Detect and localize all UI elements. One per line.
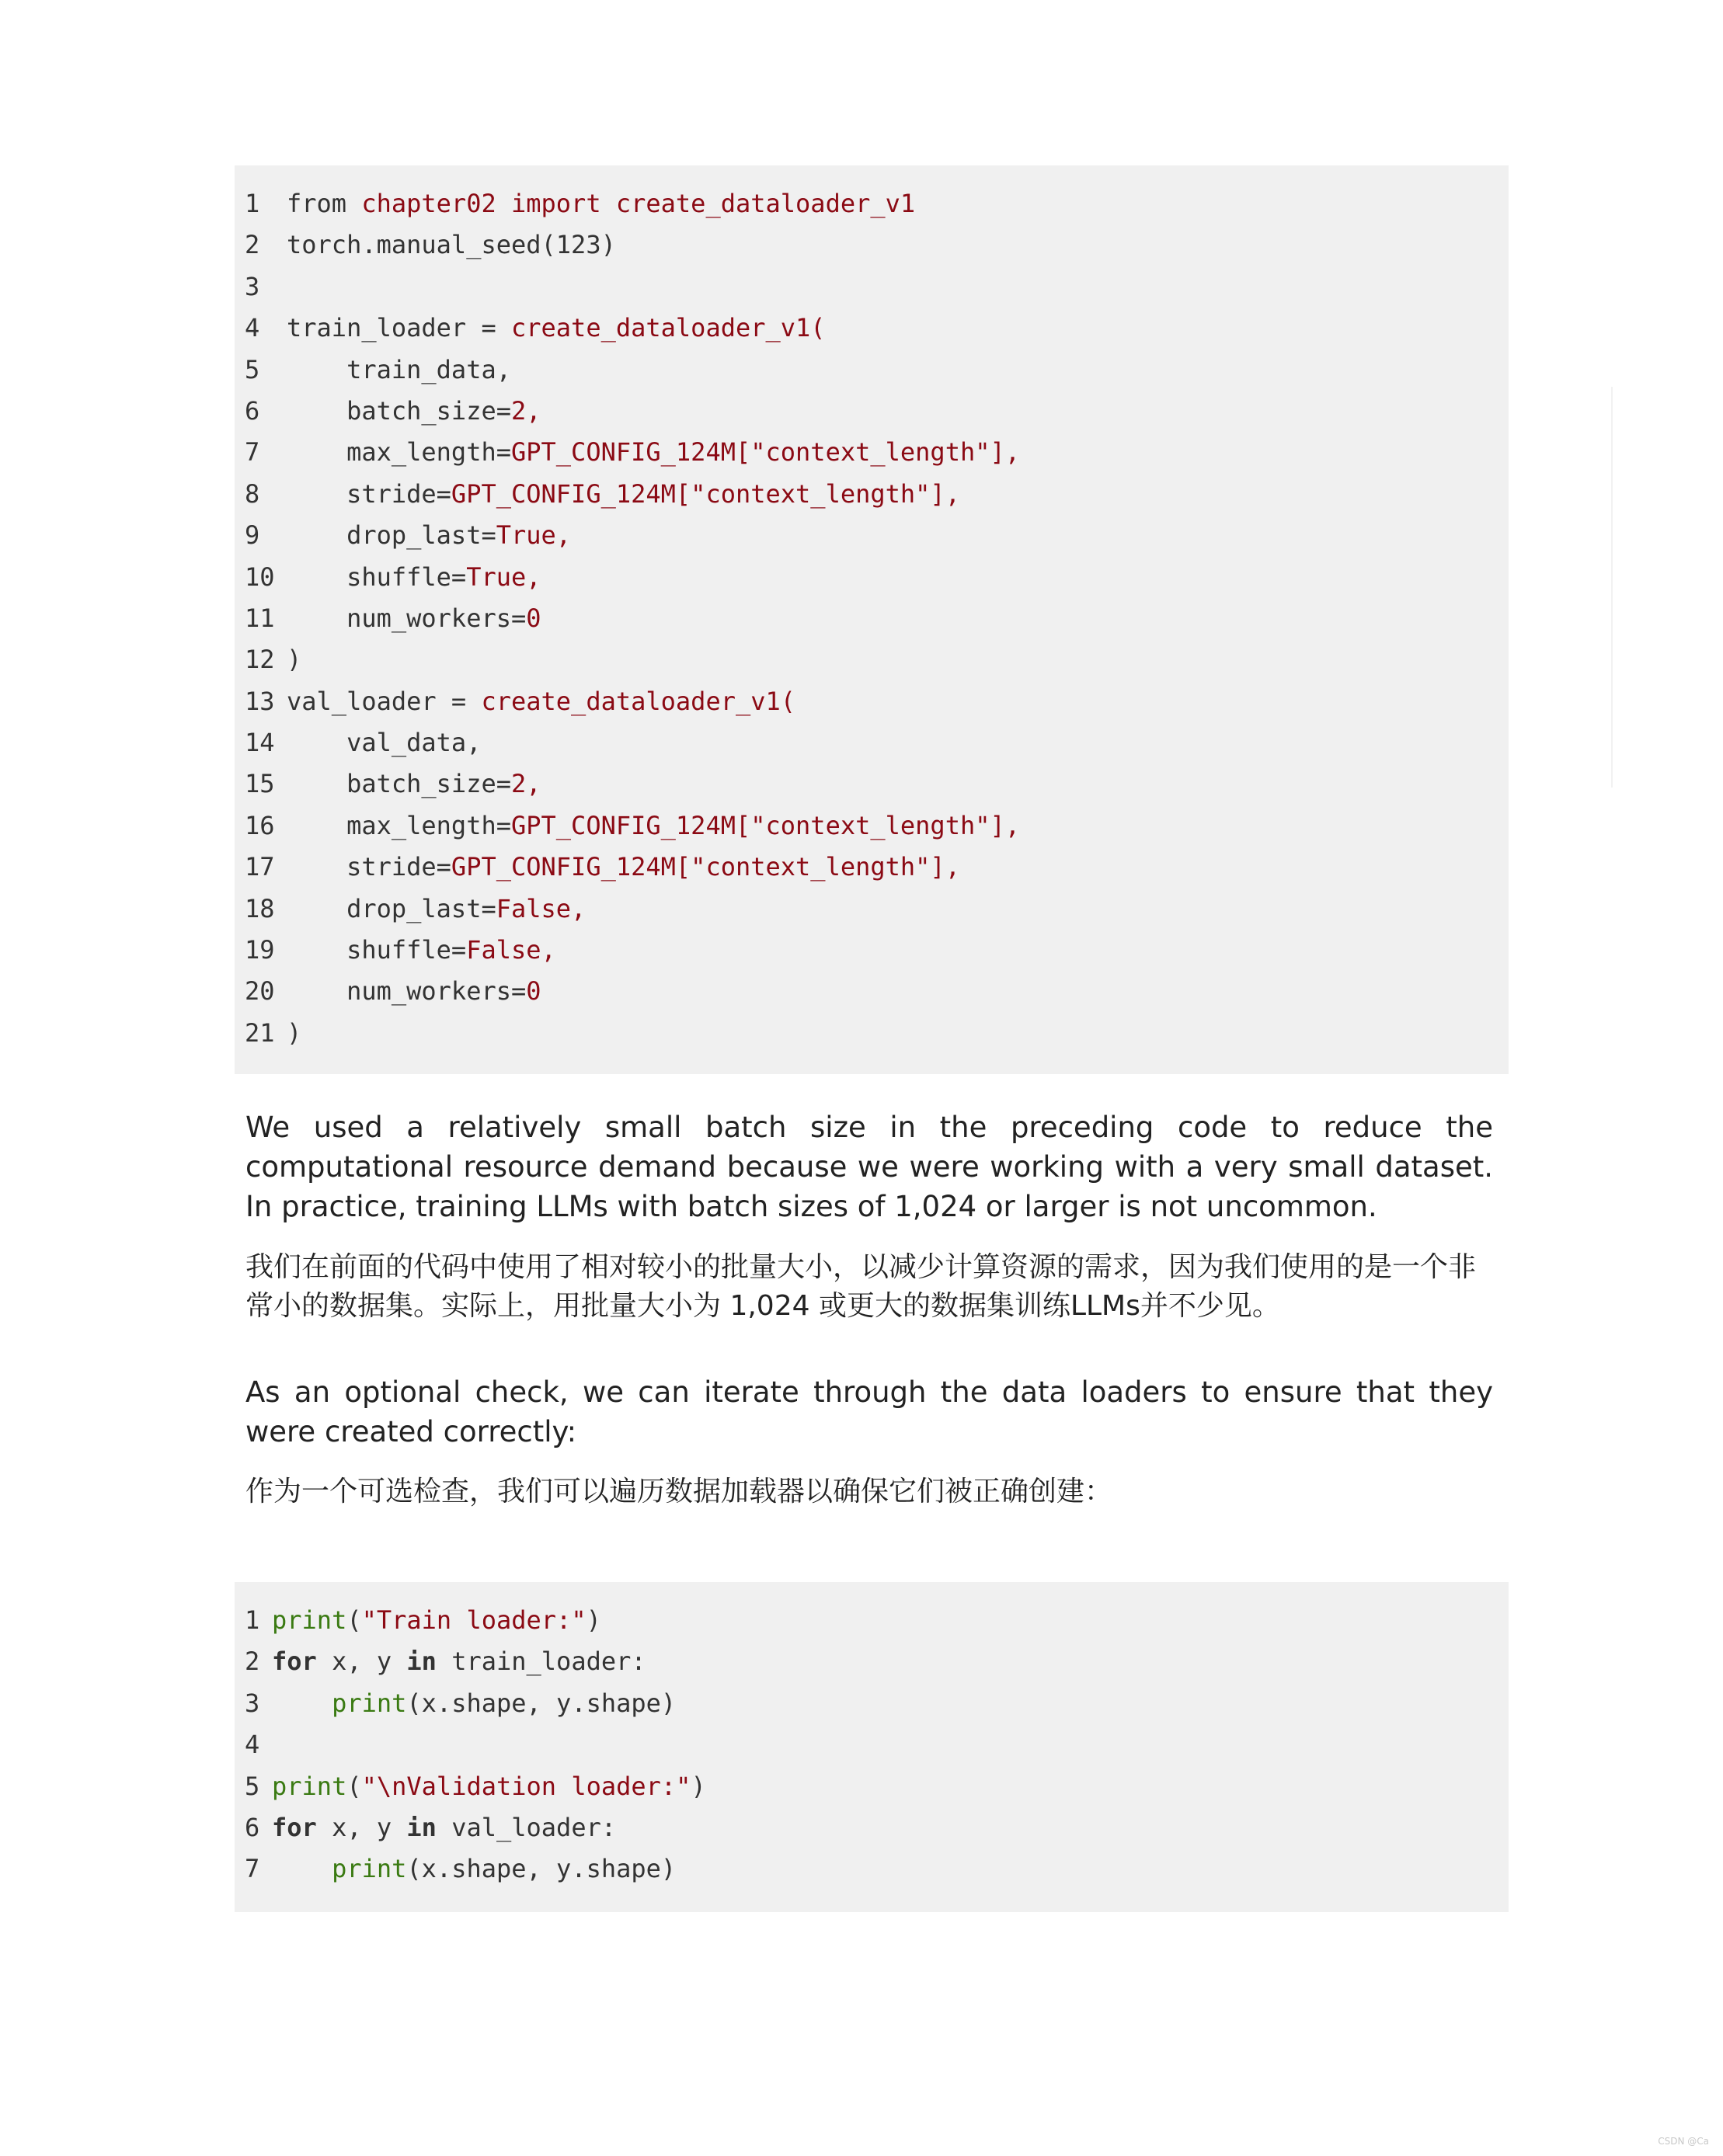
code-line xyxy=(235,971,1509,1012)
code-token: in xyxy=(406,1812,437,1842)
code-token: "Train loader:" xyxy=(361,1605,587,1635)
code-line xyxy=(235,930,1509,971)
code-text xyxy=(287,1013,301,1054)
code-block-iterate-loaders xyxy=(235,1582,1509,1912)
code-text xyxy=(287,639,301,680)
code-line xyxy=(235,1641,1509,1682)
line-number: 2 xyxy=(245,230,260,260)
code-token: "\nValidation loader:" xyxy=(361,1771,691,1801)
code-token: ) xyxy=(691,1771,706,1801)
line-number: 1 xyxy=(245,1605,260,1635)
code-line xyxy=(235,1013,1509,1054)
code-token: train_loader: xyxy=(436,1647,646,1677)
code-line xyxy=(235,266,1509,308)
code-token xyxy=(272,1854,332,1883)
watermark: CSDN @Ca xyxy=(1658,2136,1709,2147)
code-token: x, y xyxy=(316,1812,407,1842)
code-line xyxy=(235,1600,1509,1641)
code-text xyxy=(287,432,1020,473)
code-text xyxy=(287,763,541,805)
code-text xyxy=(287,391,541,432)
code-text xyxy=(287,515,571,556)
line-number: 20 xyxy=(245,976,275,1007)
code-token: from xyxy=(287,189,362,218)
code-text xyxy=(287,681,795,722)
code-token: val_loader: xyxy=(436,1812,617,1842)
code-token: print xyxy=(272,1605,347,1635)
code-token: torch.manual_seed(123) xyxy=(287,230,616,260)
code-text xyxy=(272,1807,616,1848)
code-text xyxy=(272,1848,676,1890)
code-token: 0 xyxy=(526,976,541,1007)
code-line xyxy=(235,888,1509,930)
code-text xyxy=(287,308,826,349)
code-text xyxy=(287,722,481,763)
line-number: 13 xyxy=(245,686,275,716)
code-token: ) xyxy=(287,645,302,675)
line-number: 18 xyxy=(245,893,275,923)
code-text xyxy=(287,349,511,391)
line-number: 8 xyxy=(245,478,260,509)
code-token: GPT_CONFIG_124M["context_length"], xyxy=(451,852,960,882)
code-token: create_dataloader_v1( xyxy=(510,313,826,343)
code-line xyxy=(235,183,1509,224)
code-token: for xyxy=(272,1647,317,1677)
line-number: 11 xyxy=(245,603,275,633)
code-line xyxy=(235,1848,1509,1890)
code-token: False, xyxy=(496,893,587,923)
line-number: 21 xyxy=(245,1017,275,1048)
code-token: stride= xyxy=(287,478,451,509)
code-line xyxy=(235,224,1509,266)
code-line xyxy=(235,1766,1509,1807)
line-number: 4 xyxy=(245,313,260,343)
line-number: 5 xyxy=(245,1771,260,1801)
code-token: num_workers= xyxy=(287,603,527,633)
code-line xyxy=(235,391,1509,432)
line-number: 3 xyxy=(245,271,260,301)
code-token: batch_size= xyxy=(287,395,511,426)
code-text xyxy=(287,888,586,930)
code-block-dataloaders xyxy=(235,165,1509,1074)
code-line xyxy=(235,349,1509,391)
code-line xyxy=(235,847,1509,888)
code-token: GPT_CONFIG_124M["context_length"], xyxy=(451,478,960,509)
code-token: drop_last= xyxy=(287,520,496,551)
code-text xyxy=(287,474,960,515)
line-number: 7 xyxy=(245,437,260,468)
code-line xyxy=(235,1724,1509,1765)
code-text xyxy=(272,1683,676,1724)
code-token: 0 xyxy=(526,603,541,633)
code-text xyxy=(287,930,556,971)
line-number: 14 xyxy=(245,728,275,758)
code-line xyxy=(235,805,1509,847)
paragraph-optional-check-en: As an optional check, we can iterate through the data loaders to ensure that they were created correctly: xyxy=(245,1375,1493,1448)
line-number: 17 xyxy=(245,852,275,882)
line-number: 16 xyxy=(245,810,275,840)
code-token: for xyxy=(272,1812,317,1842)
code-token: in xyxy=(406,1647,437,1677)
code-line xyxy=(235,432,1509,473)
code-line xyxy=(235,1807,1509,1848)
code-token: True, xyxy=(496,520,572,551)
line-number: 5 xyxy=(245,354,260,384)
code-token: True, xyxy=(466,562,541,592)
code-text xyxy=(287,847,960,888)
code-token xyxy=(272,1688,332,1718)
code-token: num_workers= xyxy=(287,976,527,1007)
code-text xyxy=(287,598,541,639)
paragraph-batch-size-en: We used a relatively small batch size in the preceding code to reduce the computational resource demand because we were working with a very small dataset. In practice, training LLMs with batch sizes of 1,024 or larger is not uncommon. xyxy=(245,1111,1493,1223)
line-number: 12 xyxy=(245,645,275,675)
scrollbar-track[interactable] xyxy=(1611,387,1613,788)
code-token: print xyxy=(272,1771,347,1801)
code-line xyxy=(235,639,1509,680)
paragraph-optional-check-zh: 作为一个可选检查，我们可以遍历数据加载器以确保它们被正确创建： xyxy=(245,1476,1113,1507)
code-token: (x.shape, y.shape) xyxy=(406,1854,677,1884)
code-line xyxy=(235,722,1509,763)
code-token: max_length= xyxy=(287,810,511,840)
line-number: 1 xyxy=(245,189,260,218)
code-token: val_data, xyxy=(287,728,482,758)
code-token: ( xyxy=(346,1771,362,1801)
code-token: False, xyxy=(466,935,556,965)
code-line xyxy=(235,515,1509,556)
code-token: GPT_CONFIG_124M["context_length"], xyxy=(510,810,1021,840)
code-token: print xyxy=(332,1688,407,1718)
line-number: 4 xyxy=(245,1730,260,1760)
line-number: 9 xyxy=(245,520,260,551)
code-text xyxy=(287,557,541,598)
code-line xyxy=(235,474,1509,515)
code-line xyxy=(235,763,1509,805)
code-token: shuffle= xyxy=(287,562,467,592)
paragraph-batch-size-zh: 我们在前面的代码中使用了相对较小的批量大小，以减少计算资源的需求，因为我们使用的是一个非常小的数据集。实际上，用批量大小为 1,024 或更大的数据集训练LLMs并不少见。 xyxy=(245,1251,1477,1322)
line-number: 2 xyxy=(245,1647,260,1677)
code-token: train_data, xyxy=(287,354,511,384)
code-text xyxy=(287,805,1020,847)
code-text xyxy=(272,1766,706,1807)
code-token: val_loader = xyxy=(287,686,482,716)
code-line xyxy=(235,598,1509,639)
code-text xyxy=(287,971,541,1012)
code-token: print xyxy=(332,1854,407,1884)
code-token: shuffle= xyxy=(287,935,467,965)
code-text xyxy=(287,224,616,266)
code-token: x, y xyxy=(316,1647,407,1677)
code-text xyxy=(287,183,915,224)
code-line xyxy=(235,557,1509,598)
line-number: 19 xyxy=(245,935,275,965)
line-number: 3 xyxy=(245,1688,260,1718)
code-token: stride= xyxy=(287,852,451,882)
line-number: 6 xyxy=(245,1812,260,1842)
line-number: 7 xyxy=(245,1854,260,1884)
line-number: 6 xyxy=(245,395,260,426)
line-number: 10 xyxy=(245,562,275,592)
code-token: max_length= xyxy=(287,437,511,468)
code-text xyxy=(272,1600,601,1641)
code-line xyxy=(235,308,1509,349)
code-line xyxy=(235,681,1509,722)
code-line xyxy=(235,1683,1509,1724)
code-token: ) xyxy=(586,1605,601,1635)
code-token: train_loader = xyxy=(287,313,511,343)
line-number: 15 xyxy=(245,769,275,799)
code-token: create_dataloader_v1( xyxy=(481,686,796,716)
code-token: ) xyxy=(287,1017,302,1048)
code-token: (x.shape, y.shape) xyxy=(406,1688,677,1718)
code-text xyxy=(272,1641,646,1682)
code-token: ( xyxy=(346,1605,362,1635)
code-token: batch_size= xyxy=(287,769,511,799)
code-token: 2, xyxy=(510,769,541,799)
code-token: 2, xyxy=(510,395,541,426)
code-token: drop_last= xyxy=(287,893,496,923)
code-token: chapter02 import create_dataloader_v1 xyxy=(361,189,916,218)
code-token: GPT_CONFIG_124M["context_length"], xyxy=(510,437,1021,468)
